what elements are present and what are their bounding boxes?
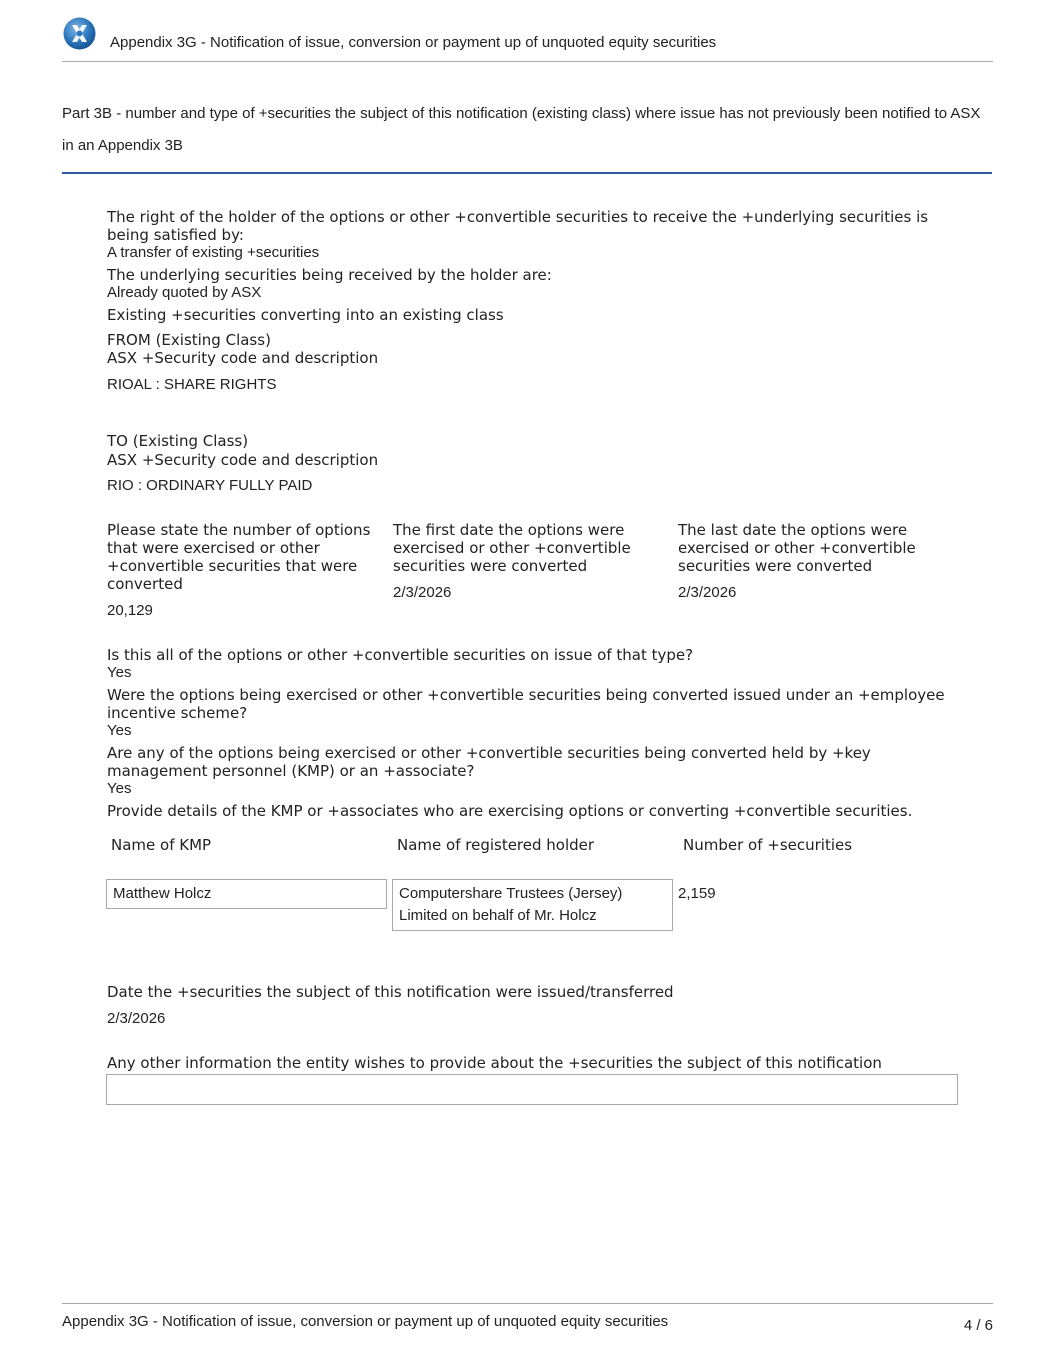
question-employee-scheme: Were the options being exercised or other +convertible securities being converted issued under an +employee incentive scheme? (107, 686, 945, 722)
last-date-label: The last date the options were exercised or other +convertible securities were converted (678, 521, 916, 575)
header-title: Appendix 3G - Notification of issue, conversion or payment up of unquoted equity securities (110, 34, 717, 51)
kmp-column-name: Name of KMP (111, 836, 212, 854)
kmp-column-holder: Name of registered holder (397, 836, 595, 854)
from-class-value: RIOAL : SHARE RIGHTS (107, 376, 277, 393)
answer-employee-scheme: Yes (107, 722, 132, 739)
number-converted-value: 20,129 (107, 602, 153, 619)
section-divider (62, 172, 992, 174)
number-converted-label: Please state the number of options that were exercised or other +convertible securities that were converted (107, 521, 371, 593)
kmp-name-field: Matthew Holcz (106, 879, 387, 909)
conversion-heading: Existing +securities converting into an existing class (107, 306, 504, 324)
kmp-column-number: Number of +securities (683, 836, 853, 854)
question-kmp-held: Are any of the options being exercised or other +convertible securities being converted held by +key management personnel (KMP) or an +associate? (107, 744, 871, 780)
issue-date-label: Date the +securities the subject of this notification were issued/transferred (107, 983, 674, 1001)
from-class-label: FROM (Existing Class) (107, 331, 271, 349)
asx-logo-icon (63, 17, 96, 50)
page-number: 4 / 6 (963, 1317, 993, 1334)
answer-satisfied-by: A transfer of existing +securities (107, 244, 320, 261)
question-satisfied-by: The right of the holder of the options or other +convertible securities to receive the +underlying securities is being satisfied by: (107, 208, 929, 244)
issue-date-value: 2/3/2026 (107, 1010, 166, 1027)
footer-divider (62, 1303, 993, 1304)
answer-kmp-held: Yes (107, 780, 132, 797)
to-class-label: TO (Existing Class) (107, 432, 249, 450)
kmp-number-value: 2,159 (678, 885, 716, 902)
footer-title: Appendix 3G - Notification of issue, conversion or payment up of unquoted equity securities (62, 1313, 669, 1330)
last-date-value: 2/3/2026 (678, 584, 737, 601)
first-date-value: 2/3/2026 (393, 584, 452, 601)
header-divider (62, 61, 993, 62)
to-class-value: RIO : ORDINARY FULLY PAID (107, 477, 313, 494)
from-class-sublabel: ASX +Security code and description (107, 349, 379, 367)
first-date-label: The first date the options were exercised or other +convertible securities were converted (393, 521, 631, 575)
question-all-on-issue: Is this all of the options or other +convertible securities on issue of that type? (107, 646, 694, 664)
answer-underlying-securities: Already quoted by ASX (107, 284, 262, 301)
other-info-label: Any other information the entity wishes to provide about the +securities the subject of this notification (107, 1054, 882, 1072)
kmp-intro: Provide details of the KMP or +associates who are exercising options or converting +convertible securities. (107, 802, 913, 820)
to-class-sublabel: ASX +Security code and description (107, 451, 379, 469)
section-title: Part 3B - number and type of +securities the subject of this notification (existing class) where issue has not previously been notified to ASX in an Appendix 3B (62, 105, 981, 154)
other-info-field (106, 1074, 958, 1105)
question-underlying-securities: The underlying securities being received by the holder are: (107, 266, 552, 284)
kmp-holder-field: Computershare Trustees (Jersey) Limited on behalf of Mr. Holcz (392, 879, 673, 931)
answer-all-on-issue: Yes (107, 664, 132, 681)
